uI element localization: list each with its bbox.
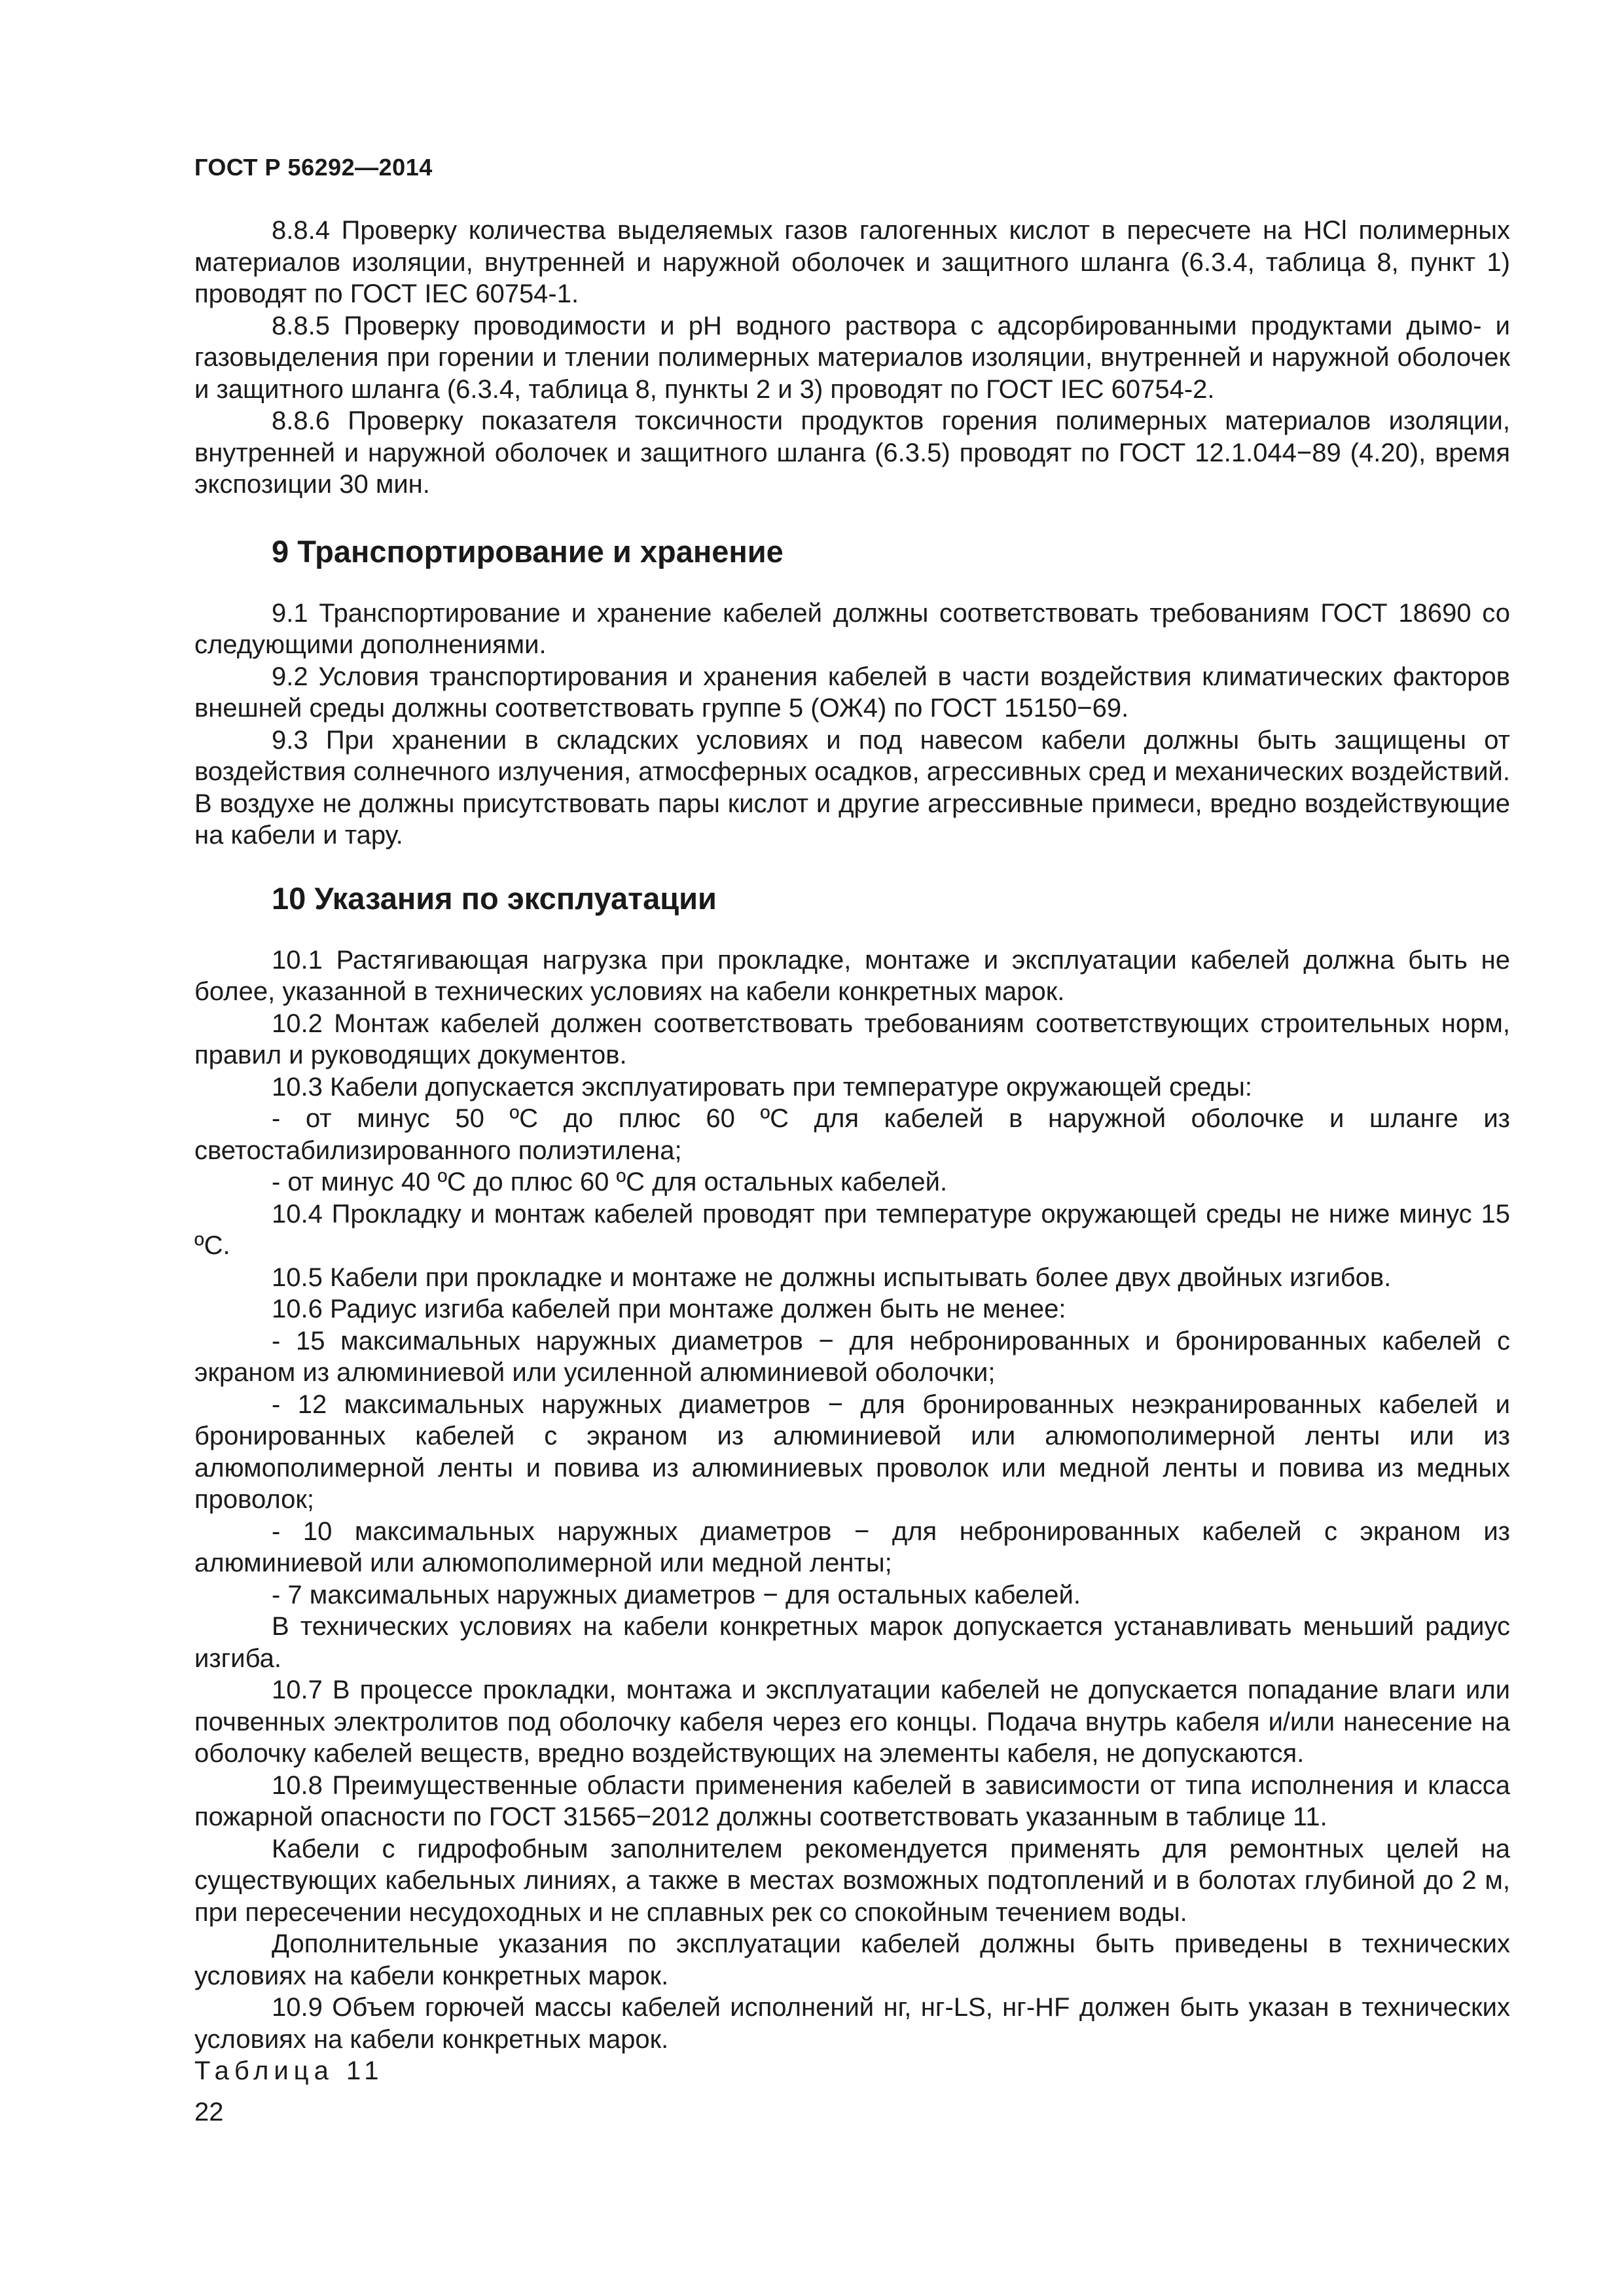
- paragraph-additional: Дополнительные указания по эксплуатации кабелей должны быть приведены в технических условиях на кабели конкретных марок.: [194, 1929, 1510, 1990]
- list-item-radius-10: - 10 максимальных наружных диаметров − для небронированных кабелей с экраном из алюминиевой или алюмополимерной или медной ленты;: [194, 1516, 1510, 1577]
- paragraph-10-4: 10.4 Прокладку и монтаж кабелей проводят при температуре окружающей среды не ниже минус 15 ºС.: [194, 1199, 1510, 1260]
- section-9-heading: 9 Транспортирование и хранение: [272, 533, 784, 569]
- paragraph-8-8-4: 8.8.4 Проверку количества выделяемых газов галогенных кислот в пересчете на HCl полимерных материалов изоляции, внутренней и наружной оболочек и защитного шланга (6.3.4, таблица 8, пункт 1) проводят по ГОСТ IEC 60754-1.: [194, 216, 1510, 308]
- paragraph-10-6: 10.6 Радиус изгиба кабелей при монтаже должен быть не менее:: [272, 1295, 1066, 1323]
- paragraph-10-9: 10.9 Объем горючей массы кабелей исполнений нг, нг-LS, нг-HF должен быть указан в технических условиях на кабели конкретных марок.: [194, 1993, 1510, 2054]
- table-caption: Таблица 11: [194, 2056, 384, 2085]
- paragraph-10-3: 10.3 Кабели допускается эксплуатировать при температуре окружающей среды:: [272, 1072, 1252, 1102]
- paragraph-10-1: 10.1 Растягивающая нагрузка при прокладке, монтаже и эксплуатации кабелей должна быть не более, указанной в технических условиях на кабели конкретных марок.: [194, 945, 1510, 1006]
- section-10-heading: 10 Указания по эксплуатации: [272, 880, 717, 916]
- paragraph-10-8: 10.8 Преимущественные области применения кабелей в зависимости от типа исполнения и класса пожарной опасности по ГОСТ 31565−2012 должны соответствовать указанным в таблице 11.: [194, 1770, 1510, 1831]
- paragraph-8-8-5: 8.8.5 Проверку проводимости и pH водного раствора с адсорбированными продуктами дымо- и газовыделения при горении и тлении полимерных материалов изоляции, внутренней и наружной оболочек и защитного шланга (6.3.4, таблица 8, пункты 2 и 3) проводят по ГОСТ IEC 60754-2.: [194, 311, 1510, 404]
- list-item-radius-12: - 12 максимальных наружных диаметров − для бронированных неэкранированных кабелей и бронированных кабелей с экраном из алюминиевой или алюмополимерной ленты или из алюмополимерной ленты и повива из алюминиевых проволок или медной ленты и повива из медных проволок;: [194, 1390, 1510, 1514]
- paragraph-9-3: 9.3 При хранении в складских условиях и под навесом кабели должны быть защищены от воздействия солнечного излучения, атмосферных осадков, агрессивных сред и механических воздействий. В воздухе не должны присутствовать пары кислот и другие агрессивные примеси, вредно воздействующие на кабели и тару.: [194, 725, 1510, 850]
- paragraph-10-2: 10.2 Монтаж кабелей должен соответствовать требованиям соответствующих строительных норм, правил и руководящих документов.: [194, 1009, 1510, 1069]
- paragraph-8-8-6: 8.8.6 Проверку показателя токсичности продуктов горения полимерных материалов изоляции, внутренней и наружной оболочек и защитного шланга (6.3.5) проводят по ГОСТ 12.1.044−89 (4.20), время экспозиции 30 мин.: [194, 406, 1510, 499]
- document-body: [194, 215, 1510, 2087]
- list-item-temp-minus-40: - от минус 40 ºС до плюс 60 ºС для остальных кабелей.: [272, 1168, 948, 1196]
- list-item-radius-15: - 15 максимальных наружных диаметров − для небронированных и бронированных кабелей с экраном из алюминиевой или усиленной алюминиевой оболочки;: [194, 1326, 1510, 1387]
- document-header: ГОСТ Р 56292—2014: [194, 154, 433, 181]
- paragraph-9-2: 9.2 Условия транспортирования и хранения кабелей в части воздействия климатических факторов внешней среды должны соответствовать группе 5 (ОЖ4) по ГОСТ 15150−69.: [194, 662, 1510, 723]
- paragraph-hydrophobic: Кабели с гидрофобным заполнителем рекомендуется применять для ремонтных целей на существующих кабельных линиях, а также в местах возможных подтоплений и в болотах глубиной до 2 м, при пересечении несудоходных и не сплавных рек со спокойным течением воды.: [194, 1834, 1510, 1927]
- list-item-temp-minus-50: - от минус 50 ºС до плюс 60 ºС для кабелей в наружной оболочке и шланге из светостабилизированного полиэтилена;: [194, 1104, 1510, 1165]
- paragraph-10-7: 10.7 В процессе прокладки, монтажа и эксплуатации кабелей не допускается попадание влаги или почвенных электролитов под оболочку кабеля через его концы. Подача внутрь кабеля и/или нанесение на оболочку кабелей веществ, вредно воздействующих на элементы кабеля, не допускаются.: [194, 1676, 1510, 1768]
- paragraph-radius-note: В технических условиях на кабели конкретных марок допускается устанавливать меньший радиус изгиба.: [194, 1612, 1510, 1673]
- page-number: 22: [194, 2098, 224, 2126]
- document-page: [194, 0, 1510, 2296]
- paragraph-10-5: 10.5 Кабели при прокладке и монтаже не должны испытывать более двух двойных изгибов.: [272, 1263, 1392, 1292]
- paragraph-9-1: 9.1 Транспортирование и хранение кабелей должны соответствовать требованиям ГОСТ 18690 со следующими дополнениями.: [194, 598, 1510, 659]
- list-item-radius-7: - 7 максимальных наружных диаметров − для остальных кабелей.: [272, 1580, 1081, 1609]
